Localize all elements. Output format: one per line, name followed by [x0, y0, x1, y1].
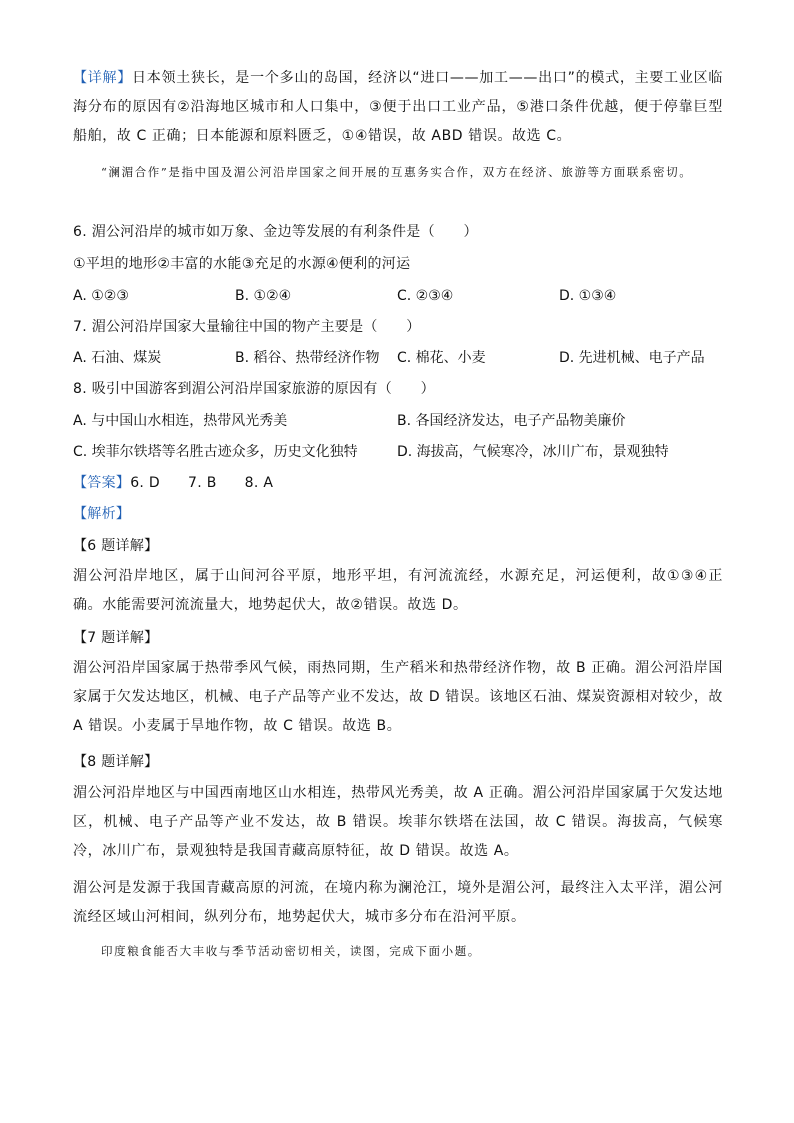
answer-7: 7. B [188, 475, 217, 491]
detail-8-text: 湄公河沿岸地区与中国西南地区山水相连，热带风光秀美，故 A 正确。湄公河沿岸国家属于欠发达地区，机械、电子产品等产业不发达，故 B 错误。埃菲尔铁塔在法国，故 C 错误。海拔高，气候寒冷，冰川广布，景观独特是我国青藏高原特征，故 D 错误。故选 A。 [73, 785, 723, 859]
answer-line [73, 473, 723, 493]
option-d: D. 先进机械、电子产品 [559, 350, 705, 366]
context-note: “澜湄合作”是指中国及湄公河沿岸国家之间开展的互惠务实合作，双方在经济、旅游等方面联系密切。 [101, 165, 693, 179]
option-a: A. 与中国山水相连，热带风光秀美 [73, 413, 288, 429]
detail-6-text: 湄公河沿岸地区，属于山间河谷平原，地形平坦，有河流流经，水源充足，河运便利，故①③④正确。水能需要河流流量大，地势起伏大，故②错误。故选 D。 [73, 568, 723, 613]
option-b: B. 各国经济发达，电子产品物美廉价 [397, 413, 626, 429]
question-6-options [73, 286, 723, 306]
next-note: 印度粮食能否大丰收与季节活动密切相关，读图，完成下面小题。 [101, 944, 481, 958]
option-c: C. 埃菲尔铁塔等名胜古迹众多，历史文化独特 [73, 444, 358, 460]
explanation-tag: 【详解】 [73, 70, 133, 86]
option-b: B. 稻谷、热带经济作物 [235, 350, 380, 366]
option-c: C. ②③④ [397, 288, 454, 304]
option-a: A. 石油、煤炭 [73, 350, 162, 366]
answer-tag: 【答案】 [73, 475, 131, 491]
answer-6: 6. D [130, 475, 160, 491]
detail-6-title: 【6 题详解】 [73, 538, 159, 554]
explanation-text: 日本领土狭长，是一个多山的岛国，经济以“进口——加工——出口”的模式，主要工业区临海分布的原因有②沿海地区城市和人口集中，③便于出口工业产品，⑤港口条件优越，便于停靠巨型船舶，故 C 正确；日本能源和原料匮乏，①④错误，故 ABD 错误。故选 C。 [73, 70, 724, 144]
question-6-stem: 6. 湄公河沿岸的城市如万象、金边等发展的有利条件是（ ） [73, 224, 478, 240]
option-b: B. ①②④ [235, 288, 292, 304]
answer-8: 8. A [244, 475, 274, 491]
question-8-options-row-2 [73, 442, 723, 462]
option-d: D. ①③④ [559, 288, 617, 304]
detail-7-text: 湄公河沿岸国家属于热带季风气候，雨热同期，生产稻米和热带经济作物，故 B 正确。湄公河沿岸国家属于欠发达地区，机械、电子产品等产业不发达，故 D 错误。该地区石油、煤炭资源相对较少，故 A 错误。小麦属于旱地作物，故 C 错误。故选 B。 [73, 660, 723, 734]
closing-paragraph: 湄公河是发源于我国青藏高原的河流，在境内称为澜沧江，境外是湄公河，最终注入太平洋，湄公河流经区域山河相间，纵列分布，地势起伏大，城市多分布在沿河平原。 [73, 880, 723, 925]
question-6-sub: ①平坦的地形②丰富的水能③充足的水源④便利的河运 [73, 256, 411, 272]
intro-explanation [73, 64, 723, 151]
question-8-options-row-1 [73, 411, 723, 431]
question-7-options [73, 348, 723, 368]
option-d: D. 海拔高，气候寒冷，冰川广布，景观独特 [397, 444, 669, 460]
detail-8-title: 【8 题详解】 [73, 754, 159, 770]
option-a: A. ①②③ [73, 288, 129, 304]
question-7-stem: 7. 湄公河沿岸国家大量输往中国的物产主要是（ ） [73, 319, 421, 335]
question-8-stem: 8. 吸引中国游客到湄公河沿岸国家旅游的原因有（ ） [73, 381, 435, 397]
option-c: C. 棉花、小麦 [397, 350, 486, 366]
detail-7-title: 【7 题详解】 [73, 630, 159, 646]
analysis-tag: 【解析】 [73, 506, 131, 522]
